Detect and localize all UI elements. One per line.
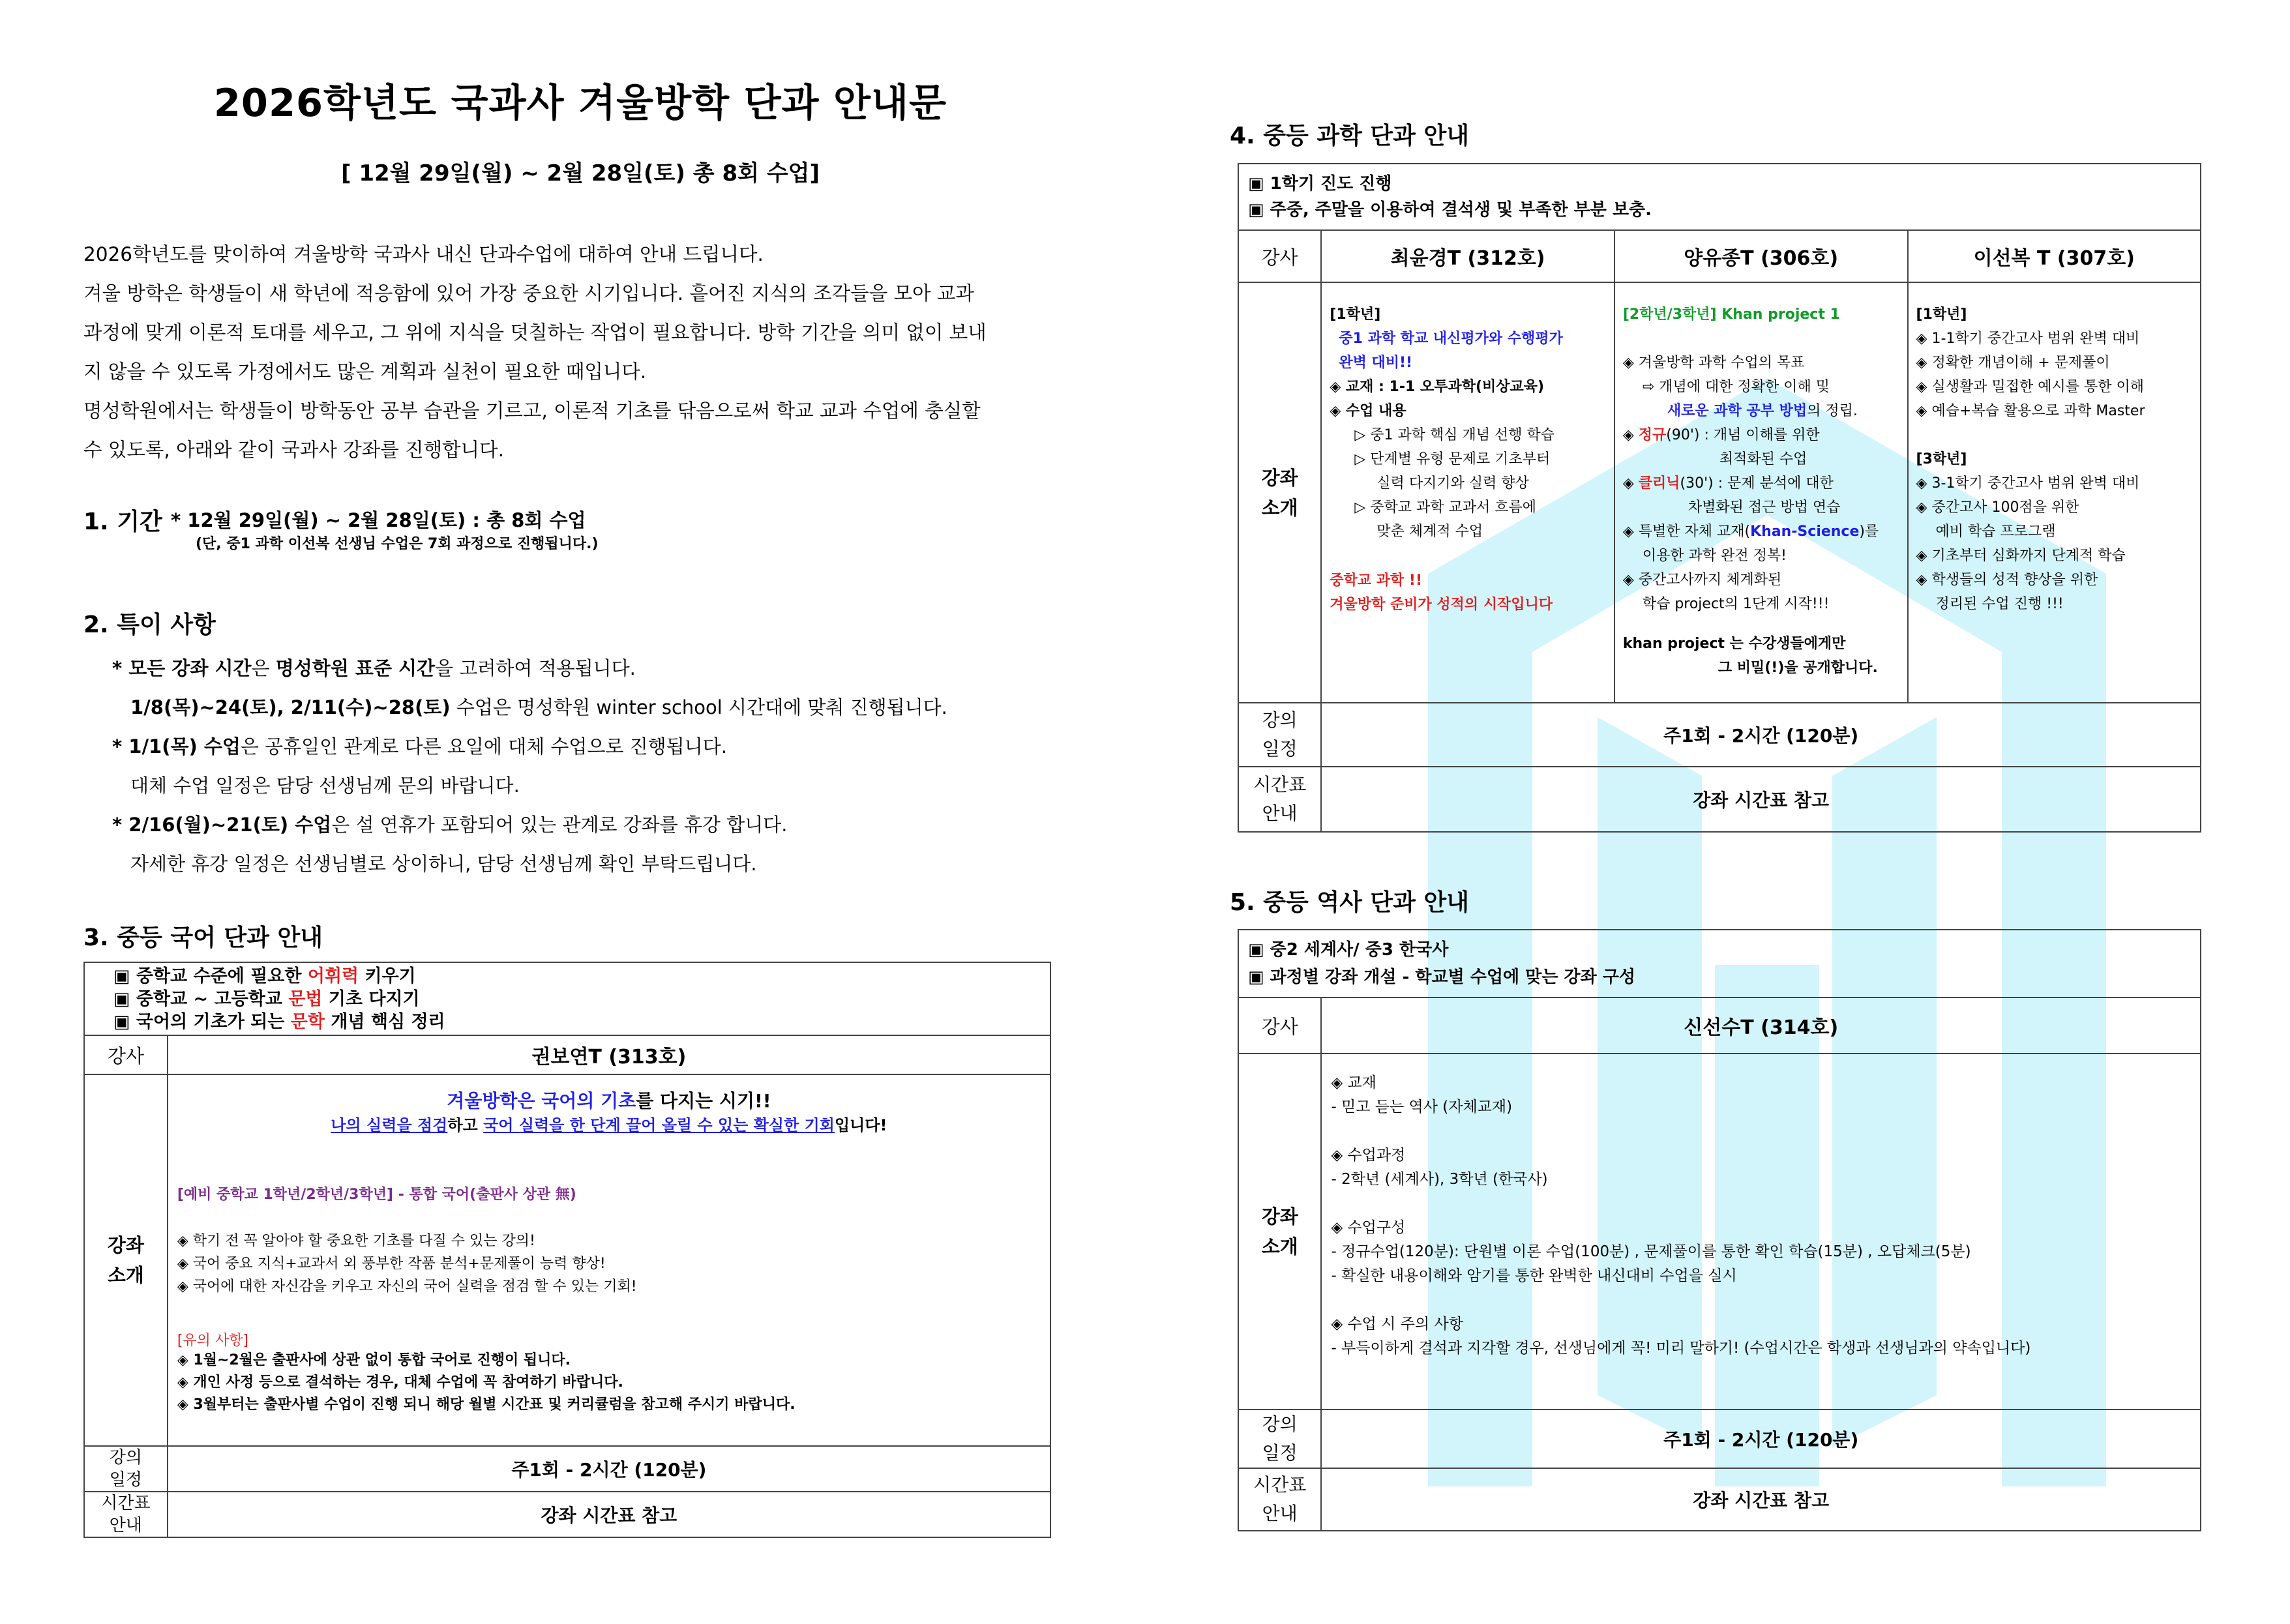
science-item: 실력 다지기와 실력 향상 xyxy=(1376,475,1529,492)
schedule-label: 강의 일정 xyxy=(1238,1410,1321,1468)
notice-line-4: 대체 수업 일정은 담당 선생님께 문의 바랍니다. xyxy=(130,775,520,797)
science-goals-cell xyxy=(1238,164,2201,230)
korean-caution: ◈ 3월부터는 출판사별 수업이 진행 되니 해당 월별 시간표 및 커리큘럼을 참고해 주시기 바랍니다. xyxy=(177,1396,796,1413)
korean-goals-cell xyxy=(84,962,1050,1035)
history-line: ◈ 수업구성 xyxy=(1331,1219,1406,1236)
teacher-label: 강사 xyxy=(84,1035,168,1074)
intro-line: 수 있도록, 아래와 같이 국과사 강좌를 진행합니다. xyxy=(83,439,504,461)
history-line: - 믿고 듣는 역사 (자체교재) xyxy=(1331,1099,1513,1115)
korean-teacher: 권보연T (313호) xyxy=(168,1035,1050,1074)
science-regular: ◈ 정규(90') : 개념 이해를 위한 xyxy=(1622,427,1820,443)
science-midterm: ◈ 중간고사까지 체계화된 xyxy=(1622,572,1782,588)
grade-label: [1학년] xyxy=(1330,306,1381,323)
science-closing: 중학교 과학 !! xyxy=(1330,572,1422,589)
korean-goal: ▣ 국어의 기초가 되는 문학 개념 핵심 정리 xyxy=(113,1011,445,1032)
intro-label: 강좌 소개 xyxy=(84,1074,168,1446)
science-intro-1 xyxy=(1321,282,1614,703)
history-line: ◈ 수업 시 주의 사항 xyxy=(1331,1316,1463,1333)
korean-goal: ▣ 중학교 수준에 필요한 어휘력 키우기 xyxy=(113,966,416,986)
timetable-label: 시간표 안내 xyxy=(1238,1468,1321,1531)
notice-bold: 명성학원 표준 시간 xyxy=(275,657,436,679)
science-schedule: 주1회 - 2시간 (120분) xyxy=(1321,703,2201,767)
history-line: - 부득이하게 결석과 지각할 경우, 선생님에게 꼭! 미리 말하기! (수업시간은 학생과 선생님과의 약속입니다) xyxy=(1331,1340,2031,1357)
period-note: (단, 중1 과학 이선복 선생님 수업은 7회 과정으로 진행됩니다.) xyxy=(196,536,599,552)
korean-schedule: 주1회 - 2시간 (120분) xyxy=(168,1446,1050,1492)
korean-timetable: 강좌 시간표 참고 xyxy=(168,1492,1050,1537)
notice-bold: * 1/1(목) 수업 xyxy=(112,735,241,758)
science-regular: 최적화된 수업 xyxy=(1719,451,1807,467)
period-text: * 12월 29일(월) ~ 2월 28일(토) : 총 8회 수업 xyxy=(171,509,586,531)
schedule-label: 강의 일정 xyxy=(84,1446,168,1492)
khan-note: 그 비밀(!)을 공개합니다. xyxy=(1718,660,1878,676)
history-line xyxy=(1331,1119,2200,1144)
science-item: ◈ 기초부터 심화까지 단계적 학습 xyxy=(1916,548,2126,564)
science-goal-line: ◈ 겨울방학 과학 수업의 목표 xyxy=(1622,355,1805,371)
history-teacher: 신선수T (314호) xyxy=(1321,997,2201,1054)
korean-point: ◈ 국어 중요 지식+교과서 외 풍부한 작품 분석+문제풀이 능력 향상! xyxy=(177,1256,606,1272)
history-goal: ▣ 과정별 강좌 개설 - 학교별 수업에 맞는 강좌 구성 xyxy=(1248,967,1636,987)
korean-cautions xyxy=(177,1350,1050,1416)
history-line xyxy=(1331,1288,2200,1312)
science-headline: 완벽 대비!! xyxy=(1339,355,1413,371)
timetable-label: 시간표 안내 xyxy=(84,1492,168,1537)
korean-goal: ▣ 중학교 ~ 고등학교 문법 기초 다지기 xyxy=(113,988,420,1009)
science-goal: ▣ 1학기 진도 진행 xyxy=(1248,174,1392,194)
intro-line: 겨울 방학은 학생들이 새 학년에 적응함에 있어 가장 중요한 시기입니다. 흩어진 지식의 조각들을 모아 교과 xyxy=(83,282,975,304)
korean-intro-cell xyxy=(168,1074,1050,1446)
history-line: ◈ 수업과정 xyxy=(1331,1147,1406,1164)
notice-text: 은 xyxy=(251,657,276,679)
notice-bold: * 모든 강좌 시간 xyxy=(112,657,252,679)
notice-line-5 xyxy=(112,805,788,844)
section-2-heading: 2. 특이 사항 xyxy=(83,612,216,638)
notice-text: 은 설 연휴가 포함되어 있는 관계로 강좌를 휴강 합니다. xyxy=(331,814,788,836)
notice-line-3 xyxy=(112,727,727,766)
history-timetable: 강좌 시간표 참고 xyxy=(1321,1468,2201,1531)
intro-line: 지 않을 수 있도록 가정에서도 많은 계획과 실천이 필요한 때입니다. xyxy=(83,361,647,383)
notice-line-1 xyxy=(112,649,636,688)
intro-label: 강좌 소개 xyxy=(1238,282,1321,703)
intro-line: 과정에 맞게 이론적 토대를 세우고, 그 위에 지식을 덧칠하는 작업이 필요합니다. 방학 기간을 의미 없이 보내 xyxy=(83,321,987,344)
notice-text: 은 공휴일인 관계로 다른 요일에 대체 수업으로 진행됩니다. xyxy=(240,735,727,758)
korean-course-table xyxy=(83,962,1051,1538)
grade-label: [2학년/3학년] Khan project 1 xyxy=(1622,306,1840,323)
teacher-label: 강사 xyxy=(1238,997,1321,1054)
teacher-label: 강사 xyxy=(1238,230,1321,282)
science-goal-line: 새로운 과학 공부 방법의 정립. xyxy=(1667,403,1858,419)
history-course-table xyxy=(1238,929,2201,1531)
intro-line: 명성학원에서는 학생들이 방학동안 공부 습관을 기르고, 이론적 기초를 닦음으로써 학교 교과 수업에 충실할 xyxy=(83,400,981,422)
science-item: ▷ 단계별 유형 문제로 기초부터 xyxy=(1354,451,1551,467)
korean-point: ◈ 학기 전 꼭 알아야 할 중요한 기초를 다질 수 있는 강의! xyxy=(177,1233,535,1249)
science-goal: ▣ 주중, 주말을 이용하여 결석생 및 부족한 부분 보충. xyxy=(1248,200,1652,220)
section-5-heading: 5. 중등 역사 단과 안내 xyxy=(1230,889,1470,916)
notice-line-6: 자세한 휴강 일정은 선생님별로 상이하니, 담당 선생님께 확인 부탁드립니다. xyxy=(130,853,757,875)
korean-point: ◈ 국어에 대한 자신감을 키우고 자신의 국어 실력을 점검 할 수 있는 기회! xyxy=(177,1278,637,1295)
science-course-table xyxy=(1238,163,2201,833)
korean-course-name: [예비 중학교 1학년/2학년/3학년] - 통합 국어(출판사 상관 無) xyxy=(177,1187,576,1203)
science-timetable: 강좌 시간표 참고 xyxy=(1321,767,2201,832)
history-line: - 정규수업(120분): 단원별 이론 수업(100분) , 문제풀이를 통한 확인 학습(15분) , 오답체크(5분) xyxy=(1331,1243,1971,1260)
science-intro-3 xyxy=(1908,282,2201,703)
korean-slogan-2: 나의 실력을 점검하고 국어 실력을 한 단계 끌어 올릴 수 있는 확실한 기회입니다! xyxy=(331,1116,887,1134)
science-intro-2 xyxy=(1614,282,1908,703)
science-item: 정리된 수업 진행 !!! xyxy=(1935,596,2064,612)
history-goals-cell xyxy=(1238,930,2201,997)
science-item: ◈ 학생들의 성적 향상을 위한 xyxy=(1916,572,2098,588)
science-clinic: ◈ 클리닉(30') : 문제 분석에 대한 xyxy=(1622,475,1834,492)
korean-slogan-1: 겨울방학은 국어의 기초를 다지는 시기!! xyxy=(447,1090,771,1112)
science-item: ◈ 실생활과 밀접한 예시를 통한 이해 xyxy=(1916,379,2144,395)
section-3-heading: 3. 중등 국어 단과 안내 xyxy=(83,924,323,951)
science-item: ◈ 정확한 개념이해 + 문제풀이 xyxy=(1916,355,2110,371)
science-teacher-2: 양유종T (306호) xyxy=(1614,230,1908,282)
science-content: ◈ 수업 내용 xyxy=(1330,403,1406,419)
intro-paragraph xyxy=(83,235,1075,469)
science-special: 이용한 과학 완전 정복! xyxy=(1642,548,1787,564)
science-item: ◈ 예습+복습 활용으로 과학 Master xyxy=(1916,403,2145,419)
notice-bold: * 2/16(월)~21(토) 수업 xyxy=(112,814,332,836)
science-goal-line: ⇨ 개념에 대한 정확한 이해 및 xyxy=(1642,379,1830,395)
history-line: - 확실한 내용이해와 암기를 통한 완벽한 내신대비 수업을 실시 xyxy=(1331,1267,1737,1284)
science-item: ◈ 중간고사 100점을 위한 xyxy=(1916,499,2079,516)
schedule-label: 강의 일정 xyxy=(1238,703,1321,767)
science-item: 맞춘 체계적 수업 xyxy=(1376,524,1483,540)
science-special: ◈ 특별한 자체 교재(Khan-Science)를 xyxy=(1622,524,1879,540)
science-closing: 겨울방학 준비가 성적의 시작입니다 xyxy=(1330,597,1553,613)
history-schedule: 주1회 - 2시간 (120분) xyxy=(1321,1410,2201,1468)
korean-caution: ◈ 1월~2월은 출판사에 상관 없이 통합 국어로 진행이 됩니다. xyxy=(177,1352,571,1368)
korean-points xyxy=(177,1230,1050,1298)
grade-label: [3학년] xyxy=(1916,451,1967,467)
page-subtitle: [ 12월 29일(월) ~ 2월 28일(토) 총 8회 수업] xyxy=(340,160,820,186)
intro-line: 2026학년도를 맞이하여 겨울방학 국과사 내신 단과수업에 대하여 안내 드립니다. xyxy=(83,243,764,265)
science-item: ▷ 중학교 과학 교과서 흐름에 xyxy=(1354,499,1537,516)
khan-note: khan project 는 수강생들에게만 xyxy=(1622,636,1846,652)
timetable-label: 시간표 안내 xyxy=(1238,767,1321,832)
history-line: - 2학년 (세계사), 3학년 (한국사) xyxy=(1331,1171,1548,1188)
science-item: ◈ 3-1학기 중간고사 범위 완벽 대비 xyxy=(1916,475,2140,492)
section-4-heading: 4. 중등 과학 단과 안내 xyxy=(1230,123,1470,149)
science-item: ▷ 중1 과학 핵심 개념 선행 학습 xyxy=(1354,427,1554,443)
korean-caution-title: [유의 사항] xyxy=(177,1333,249,1349)
science-book: ◈ 교재 : 1-1 오투과학(비상교육) xyxy=(1330,379,1545,395)
page-title: 2026학년도 국과사 겨울방학 단과 안내문 xyxy=(213,80,947,125)
notice-bold: 1/8(목)~24(토), 2/11(수)~28(토) xyxy=(130,696,451,718)
notice-text: 을 고려하여 적용됩니다. xyxy=(435,657,636,679)
science-item: ◈ 1-1학기 중간고사 범위 완벽 대비 xyxy=(1916,331,2140,347)
notice-line-2 xyxy=(130,688,947,727)
grade-label: [1학년] xyxy=(1916,306,1967,323)
science-clinic: 차별화된 접근 방법 연습 xyxy=(1688,499,1841,516)
intro-label: 강좌 소개 xyxy=(1238,1054,1321,1410)
science-teacher-3: 이선복 T (307호) xyxy=(1908,230,2201,282)
science-teacher-1: 최윤경T (312호) xyxy=(1321,230,1614,282)
section-1-heading: 1. 기간 xyxy=(83,509,162,535)
history-line xyxy=(1331,1192,2200,1216)
science-midterm: 학습 project의 1단계 시작!!! xyxy=(1642,596,1830,612)
history-intro-cell xyxy=(1321,1054,2201,1410)
notice-text: 수업은 명성학원 winter school 시간대에 맞춰 진행됩니다. xyxy=(450,696,947,718)
history-line: ◈ 교재 xyxy=(1331,1074,1376,1091)
korean-caution: ◈ 개인 사정 등으로 결석하는 경우, 대체 수업에 꼭 참여하기 바랍니다. xyxy=(177,1374,623,1391)
science-item: 예비 학습 프로그램 xyxy=(1935,524,2056,540)
science-headline: 중1 과학 학교 내신평가와 수행평가 xyxy=(1339,331,1563,347)
history-goal: ▣ 중2 세계사/ 중3 한국사 xyxy=(1248,940,1449,960)
